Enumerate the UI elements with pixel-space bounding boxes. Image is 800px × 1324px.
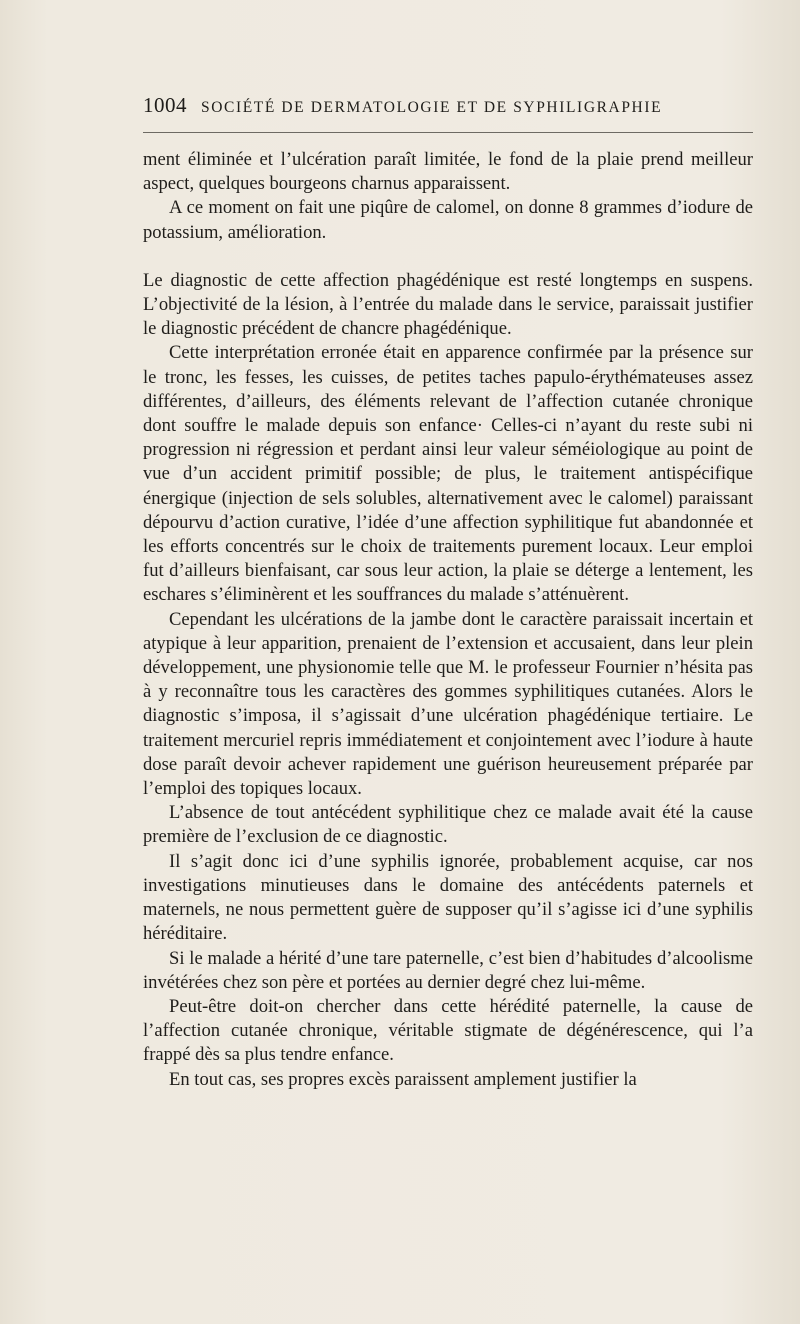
paragraph: ment éliminée et l’ulcération paraît limitée, le fond de la plaie prend meilleur aspect, quelques bourgeons charnus apparaissent. (143, 149, 753, 195)
body-text (143, 148, 753, 1092)
header-rule (143, 132, 753, 133)
paragraph: Le diagnostic de cette affection phagédénique est resté longtemps en suspens. L’objectivité de la lésion, à l’entrée du malade dans le service, paraissait justifier le diagnostic précédent de chancre phagédénique. (143, 269, 753, 340)
paragraph: Cette interprétation erronée était en apparence confirmée par la présence sur le tronc, les fesses, les cuisses, de petites taches papulo-érythémateuses assez différentes, d’ailleurs, des éléments relevant de l’affection cutanée chronique dont souffre le malade depuis son enfance· Celles-ci n’ayant du reste subi ni progression ni régression et perdant ainsi leur valeur séméiologique au point de vue d’un accident primitif possible; de plus, le traitement antispécifique énergique (injection de sels solubles, alternativement avec le calomel) paraissant dépourvu d’action curative, l’idée d’une affection syphilitique fut abandonnée et les efforts concentrés sur le choix de traitements purement locaux. Leur emploi fut d’ailleurs bienfaisant, car sous leur action, la plaie se déterge a lentement, les eschares s’éliminèrent et les souffrances du malade s’atténuèrent. (143, 342, 753, 606)
paragraph: Cependant les ulcérations de la jambe dont le caractère paraissait incertain et atypique à leur apparition, prenaient de l’extension et accusaient, dans leur plein développement, une physionomie telle que M. le professeur Fournier n’hésita pas à y reconnaître tous les caractères des gommes syphilitiques cutanées. Alors le diagnostic s’imposa, il s’agissait d’une ulcération phagédénique tertiaire. Le traitement mercuriel repris immédiatement et conjointement avec l’iodure à haute dose paraît devoir achever rapidement une guérison heureusement préparée par l’emploi des topiques locaux. (143, 608, 753, 800)
paragraph: Il s’agit donc ici d’une syphilis ignorée, probablement acquise, car nos investigations minutieuses dans le domaine des antécédents paternels et maternels, ne nous permettent guère de supposer qu’il s’agisse ici d’une syphilis héréditaire. (143, 850, 753, 945)
page-number: 1004 (143, 93, 187, 117)
running-title: SOCIÉTÉ DE DERMATOLOGIE ET DE SYPHILIGRAPHIE (201, 99, 663, 116)
paragraph: Si le malade a hérité d’une tare paternelle, c’est bien d’habitudes d’alcoolisme invétérées chez son père et portées au dernier degré chez lui-même. (143, 947, 753, 993)
paragraph: L’absence de tout antécédent syphilitique chez ce malade avait été la cause première de l’exclusion de ce diagnostic. (143, 802, 753, 848)
paragraph: En tout cas, ses propres excès paraissent amplement justifier la (169, 1068, 637, 1090)
page-header (143, 93, 753, 123)
paragraph: Peut-être doit-on chercher dans cette hérédité paternelle, la cause de l’affection cutanée chronique, véritable stigmate de dégénérescence, qui l’a frappé dès sa plus tendre enfance. (143, 995, 753, 1066)
paragraph: A ce moment on fait une piqûre de calomel, on donne 8 grammes d’iodure de potassium, amélioration. (143, 197, 753, 243)
